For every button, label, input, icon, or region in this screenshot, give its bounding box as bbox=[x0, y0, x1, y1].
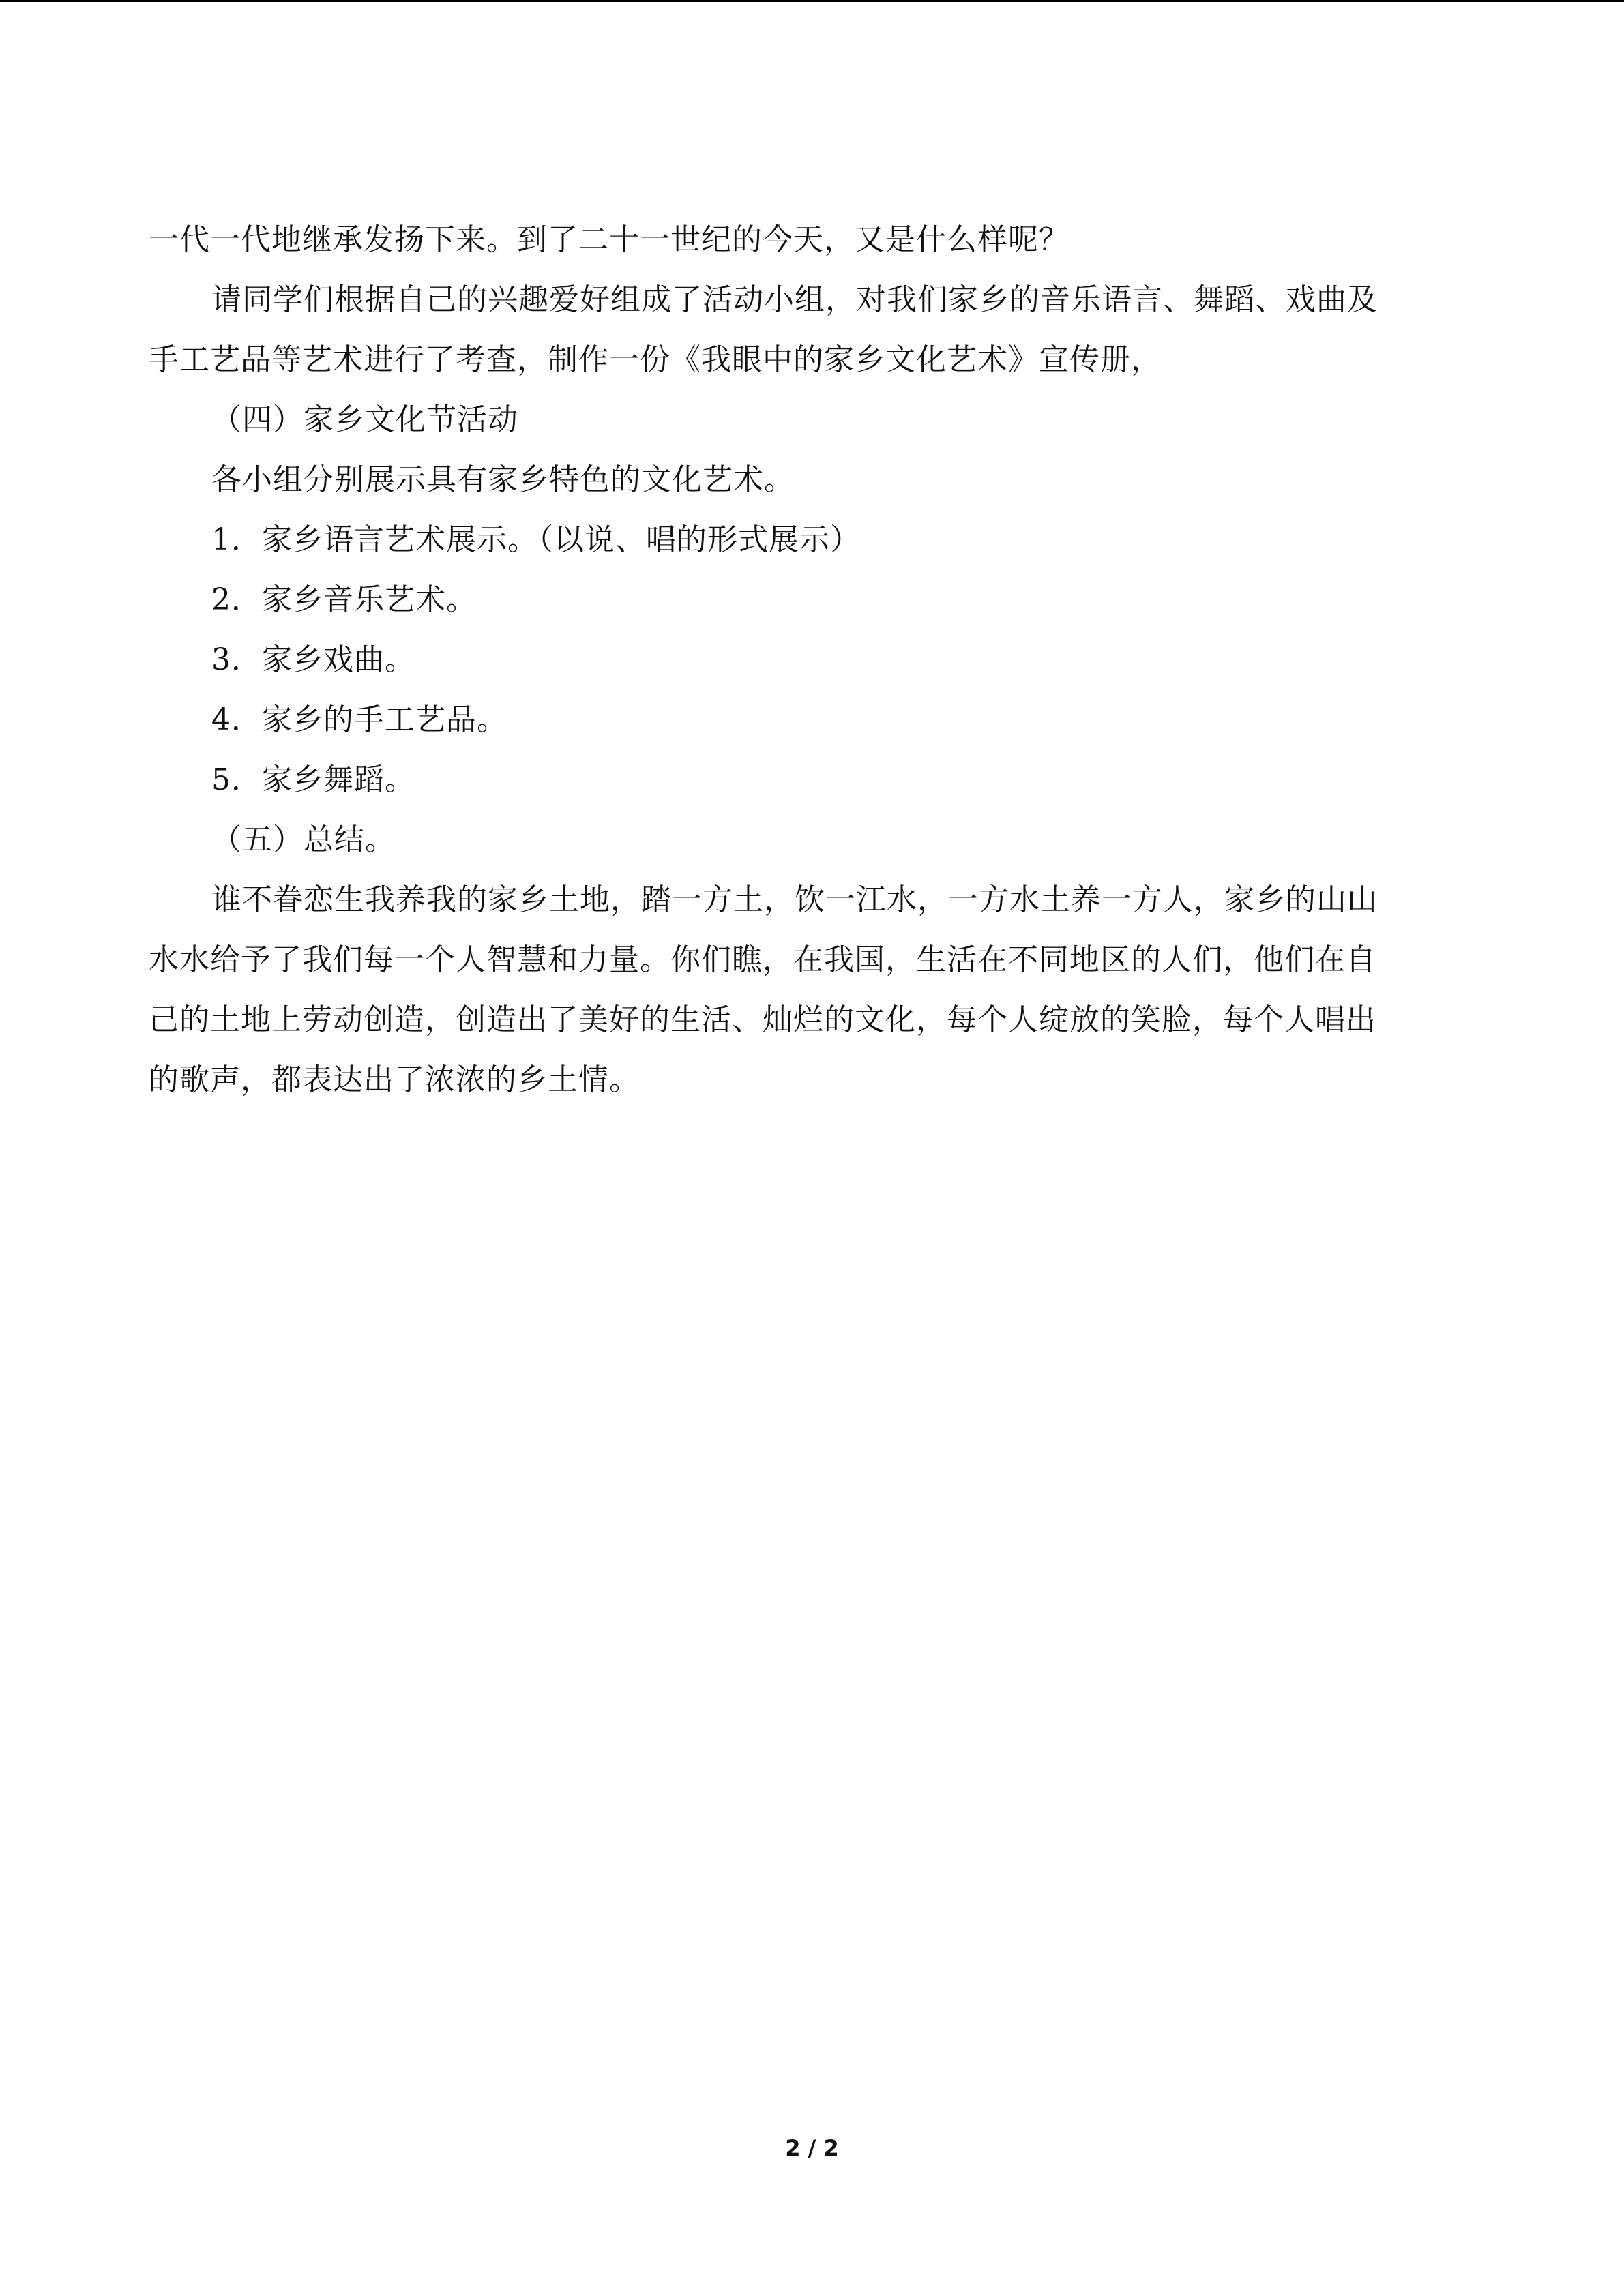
list-item: 5．家乡舞蹈。 bbox=[211, 762, 415, 797]
paragraph-line: 谁不眷恋生我养我的家乡土地，踏一方土，饮一江水，一方水土养一方人，家乡的山山 bbox=[211, 882, 1378, 917]
list-item: 2．家乡音乐艺术。 bbox=[211, 582, 477, 617]
paragraph-line: 己的土地上劳动创造，创造出了美好的生活、灿烂的文化，每个人绽放的笑脸，每个人唱出 bbox=[149, 1002, 1376, 1037]
paragraph-line: 各小组分别展示具有家乡特色的文化艺术。 bbox=[211, 462, 795, 497]
section-heading: （五）总结。 bbox=[211, 822, 396, 857]
document-body bbox=[149, 210, 1458, 1110]
paragraph-line: 手工艺品等艺术进行了考查，制作一份《我眼中的家乡文化艺术》宣传册， bbox=[149, 342, 1162, 377]
list-item: 1．家乡语言艺术展示。（以说、唱的形式展示） bbox=[211, 522, 861, 557]
paragraph-line: 的歌声，都表达出了浓浓的乡土情。 bbox=[149, 1062, 640, 1097]
list-item: 3．家乡戏曲。 bbox=[211, 642, 415, 677]
page-number: 2 / 2 bbox=[785, 2135, 839, 2161]
section-heading: （四）家乡文化节活动 bbox=[211, 402, 518, 437]
paragraph-line: 一代一代地继承发扬下来。到了二十一世纪的今天，又是什么样呢？ bbox=[149, 222, 1069, 257]
top-border-line bbox=[0, 0, 1624, 2]
paragraph-line: 水水给予了我们每一个人智慧和力量。你们瞧，在我国，生活在不同地区的人们，他们在自 bbox=[149, 942, 1376, 977]
paragraph-line: 请同学们根据自己的兴趣爱好组成了活动小组，对我们家乡的音乐语言、舞蹈、戏曲及 bbox=[211, 282, 1378, 317]
list-item: 4．家乡的手工艺品。 bbox=[211, 702, 507, 737]
